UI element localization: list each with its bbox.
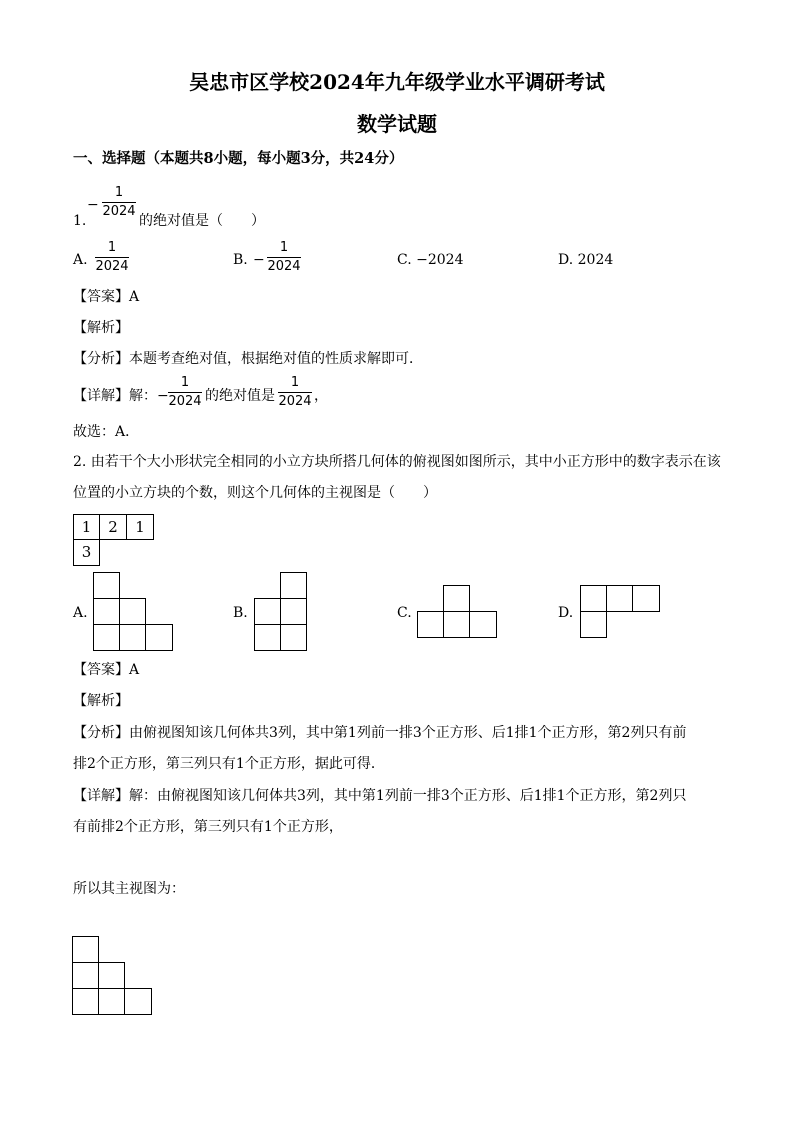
figure-cell	[254, 624, 281, 651]
figure-cell	[254, 598, 281, 625]
q1-detail-mid: 的绝对值是	[205, 388, 275, 404]
q1-detail-frac1	[168, 376, 202, 409]
figure-cell	[580, 611, 607, 638]
figure-cell	[443, 585, 470, 612]
q1-option-a-label: A.	[73, 252, 88, 268]
q2-analysis-line1: 【分析】由俯视图知该几何体共3列，其中第1列前一排3个正方形、后1排1个正方形，第2列只有前	[73, 725, 687, 741]
q1-detail-prefix: 【详解】解：−	[73, 388, 169, 404]
q1-jiexi: 【解析】	[73, 320, 129, 336]
q1-frac-num: 1	[114, 185, 124, 200]
q1-option-a-den: 2024	[95, 259, 129, 274]
q1-option-c: C. −2024	[397, 252, 464, 268]
figure-cell	[280, 624, 307, 651]
q2-option-d-label: D.	[558, 605, 574, 621]
q2-stem-line1: 2. 由若干个大小形状完全相同的小立方块所搭几何体的俯视图如图所示，其中小正方形中的数字表示在该	[73, 454, 721, 470]
q2-detail-line2: 有前排2个正方形，第三列只有1个正方形，	[73, 819, 343, 835]
figure-cell	[93, 598, 120, 625]
q1-detail-num2: 1	[290, 375, 300, 390]
top-view-cell: 3	[73, 539, 100, 566]
figure-cell	[72, 936, 99, 963]
figure-cell	[632, 585, 660, 612]
q1-minus-sign: −	[87, 197, 99, 213]
q2-option-b-label: B.	[233, 605, 248, 621]
q2-analysis-line2: 排2个正方形，第三列只有1个正方形，据此可得．	[73, 756, 385, 772]
figure-cell	[72, 988, 99, 1015]
figure-cell	[72, 962, 99, 989]
q1-option-b-num: 1	[279, 240, 289, 255]
top-view-cell: 1	[126, 514, 154, 540]
q1-detail-bar2	[278, 392, 312, 393]
figure-cell	[93, 624, 120, 651]
q1-option-b-bar	[267, 257, 301, 258]
q1-frac-den: 2024	[102, 204, 136, 219]
q2-answer: 【答案】A	[73, 662, 140, 678]
q1-option-a-bar	[95, 257, 129, 258]
q1-detail-den1: 2024	[168, 394, 202, 409]
q2-detail-line1: 【详解】解：由俯视图知该几何体共3列，其中第1列前一排3个正方形、后1排1个正方形，第2列只	[73, 788, 687, 804]
figure-cell	[580, 585, 607, 612]
q1-stem-tail: 的绝对值是（ ）	[139, 213, 265, 229]
exam-subtitle: 数学试题	[357, 112, 437, 136]
q1-option-b-fraction	[267, 241, 301, 274]
q2-stem-line2: 位置的小立方块的个数，则这个几何体的主视图是（ ）	[73, 485, 437, 501]
section-heading: 一、选择题（本题共8小题，每小题3分，共24分）	[73, 150, 404, 167]
q1-number: 1.	[73, 213, 87, 229]
figure-cell	[145, 624, 173, 651]
q1-option-a-num: 1	[107, 240, 117, 255]
figure-cell	[124, 988, 152, 1015]
q2-option-c-label: C.	[397, 605, 412, 621]
q2-so-front-view: 所以其主视图为：	[73, 881, 185, 897]
q1-frac-bar	[102, 202, 136, 203]
q1-detail-num1: 1	[180, 375, 190, 390]
q2-jiexi: 【解析】	[73, 693, 129, 709]
figure-cell	[280, 572, 307, 599]
q1-option-b-label: B.	[233, 252, 248, 268]
q2-option-a-label: A.	[73, 605, 88, 621]
q1-detail-end: ，	[314, 388, 328, 404]
top-view-cell: 1	[73, 514, 100, 540]
q1-option-b-minus: −	[253, 252, 265, 268]
q1-analysis: 【分析】本题考查绝对值，根据绝对值的性质求解即可．	[73, 351, 423, 367]
q1-detail-frac2	[278, 376, 312, 409]
figure-cell	[417, 611, 444, 638]
figure-cell	[98, 962, 125, 989]
q1-option-d: D. 2024	[558, 252, 614, 268]
figure-cell	[469, 611, 497, 638]
q1-conclusion: 故选：A．	[73, 424, 140, 440]
figure-cell	[98, 988, 125, 1015]
figure-cell	[280, 598, 307, 625]
figure-cell	[606, 585, 633, 612]
figure-cell	[119, 624, 146, 651]
q1-option-b-den: 2024	[267, 259, 301, 274]
q1-answer: 【答案】A	[73, 289, 140, 305]
figure-cell	[93, 572, 120, 599]
q1-fraction	[102, 186, 136, 219]
q1-detail-den2: 2024	[278, 394, 312, 409]
figure-cell	[119, 598, 146, 625]
exam-title: 吴忠市区学校2024年九年级学业水平调研考试	[189, 70, 605, 94]
figure-cell	[443, 611, 470, 638]
q1-detail-bar1	[168, 392, 202, 393]
top-view-cell: 2	[99, 514, 127, 540]
q1-option-a-fraction	[95, 241, 129, 274]
